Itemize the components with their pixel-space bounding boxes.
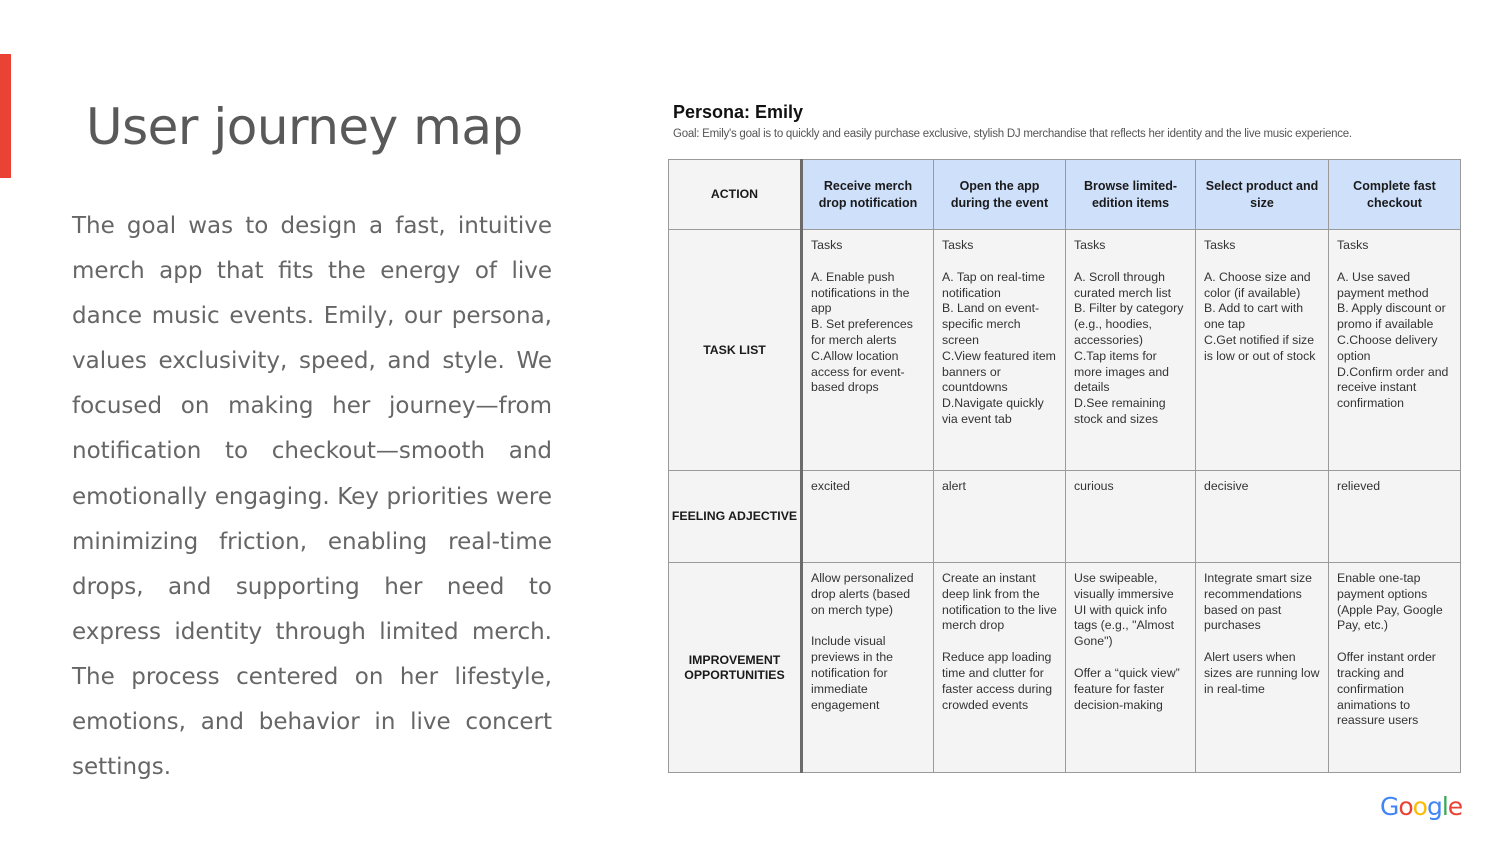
improvement-row-label: IMPROVEMENT OPPORTUNITIES — [669, 563, 802, 773]
tasks-label: Tasks — [1337, 238, 1369, 252]
task-item: A. Scroll through curated merch list — [1074, 269, 1172, 300]
google-logo-letter: G — [1380, 792, 1399, 821]
slide-body-text: The goal was to design a fast, intuitive merch app that fits the energy of live dance music events. Emily, our persona, values exclusivity, speed, and style. We focused on making her journey—from notification to checkout—smooth and emotionally engaging. Key priorities were minimizing friction, enabling real-time drops, and supporting her need to express identity through limited merch. The process centered on her lifestyle, emotions, and behavior in live concert settings. — [72, 213, 552, 781]
google-logo-letter: e — [1447, 792, 1463, 821]
task-cell — [1066, 230, 1196, 471]
google-logo-letter: o — [1412, 792, 1427, 821]
task-item: A. Enable push notifications in the app — [811, 269, 910, 316]
persona-goal: Goal: Emily's goal is to quickly and easily purchase exclusive, stylish DJ merchandise that reflects her identity and the live music experience. — [673, 128, 1352, 140]
tasks-label: Tasks — [942, 238, 974, 252]
task-item: A. Use saved payment method — [1337, 269, 1429, 300]
improvement-item: Reduce app loading time and clutter for faster access during crowded events — [942, 650, 1053, 712]
task-cell — [802, 230, 934, 471]
stage-action: Receive merch drop notification — [802, 160, 934, 230]
feeling-cell: alert — [934, 471, 1066, 563]
task-item: A. Tap on real-time notification — [942, 269, 1045, 300]
feeling-cell: decisive — [1196, 471, 1329, 563]
google-logo-letter: l — [1441, 792, 1448, 821]
stage-action: Select product and size — [1196, 160, 1329, 230]
tasks-label: Tasks — [1074, 238, 1106, 252]
task-list-row-label: TASK LIST — [669, 230, 802, 471]
accent-bar — [0, 54, 11, 178]
improvement-cell — [1196, 563, 1329, 773]
action-row-label: ACTION — [669, 160, 802, 230]
improvement-cell — [802, 563, 934, 773]
improvement-cell — [1066, 563, 1196, 773]
google-logo-letter: g — [1426, 792, 1442, 821]
slide-title: User journey map — [86, 98, 523, 156]
task-item: B. Add to cart with one tap — [1204, 301, 1304, 332]
task-cell — [1329, 230, 1461, 471]
improvement-item: Integrate smart size recommendations based on past purchases — [1204, 571, 1312, 633]
task-list-row — [669, 230, 1461, 471]
feeling-cell: relieved — [1329, 471, 1461, 563]
improvement-item: Enable one-tap payment options (Apple Pay, Google Pay, etc.) — [1337, 571, 1443, 633]
improvement-item: Allow personalized drop alerts (based on merch type) — [811, 571, 914, 617]
task-item: C.View featured item banners or countdowns — [942, 348, 1056, 395]
google-logo-letter: o — [1398, 792, 1413, 821]
improvement-cell — [934, 563, 1066, 773]
task-item: C.Get notified if size is low or out of stock — [1204, 332, 1316, 363]
tasks-label: Tasks — [1204, 238, 1236, 252]
task-cell — [934, 230, 1066, 471]
improvement-row — [669, 563, 1461, 773]
feeling-row — [669, 471, 1461, 563]
task-item: D.See remaining stock and sizes — [1074, 396, 1166, 426]
tasks-label: Tasks — [811, 238, 843, 252]
improvement-item: Create an instant deep link from the notification to the live merch drop — [942, 571, 1057, 633]
task-item: B. Set preferences for merch alerts — [811, 317, 913, 347]
task-item: B. Filter by category (e.g., hoodies, accessories) — [1074, 301, 1184, 347]
improvement-cell — [1329, 563, 1461, 773]
improvement-item: Use swipeable, visually immersive UI with quick info tags (e.g., "Almost Gone") — [1074, 571, 1175, 649]
stage-action: Complete fast checkout — [1329, 160, 1461, 230]
journey-map-table — [668, 159, 1461, 773]
feeling-cell: curious — [1066, 471, 1196, 563]
feeling-cell: excited — [802, 471, 934, 563]
task-item: C.Tap items for more images and details — [1074, 348, 1170, 395]
task-item: C.Choose delivery option — [1337, 332, 1438, 363]
task-item: C.Allow location access for event-based drops — [811, 348, 905, 395]
task-item: D.Confirm order and receive instant confirmation — [1337, 364, 1449, 411]
task-item: B. Apply discount or promo if available — [1337, 301, 1446, 332]
improvement-item: Alert users when sizes are running low in real-time — [1204, 650, 1320, 696]
google-logo-icon — [1380, 792, 1462, 821]
persona-title: Persona: Emily — [673, 102, 804, 122]
feeling-row-label: FEELING ADJECTIVE — [669, 471, 802, 563]
task-item: A. Choose size and color (if available) — [1204, 269, 1311, 300]
stage-action: Browse limited-edition items — [1066, 160, 1196, 230]
task-item: D.Navigate quickly via event tab — [942, 396, 1044, 426]
task-item: B. Land on event-specific merch screen — [942, 301, 1040, 347]
action-row — [669, 160, 1461, 230]
stage-action: Open the app during the event — [934, 160, 1066, 230]
task-cell — [1196, 230, 1329, 471]
improvement-item: Offer a “quick view” feature for faster decision-making — [1074, 665, 1180, 712]
improvement-item: Include visual previews in the notification for immediate engagement — [811, 634, 894, 712]
improvement-item: Offer instant order tracking and confirmation animations to reassure users — [1337, 650, 1436, 728]
